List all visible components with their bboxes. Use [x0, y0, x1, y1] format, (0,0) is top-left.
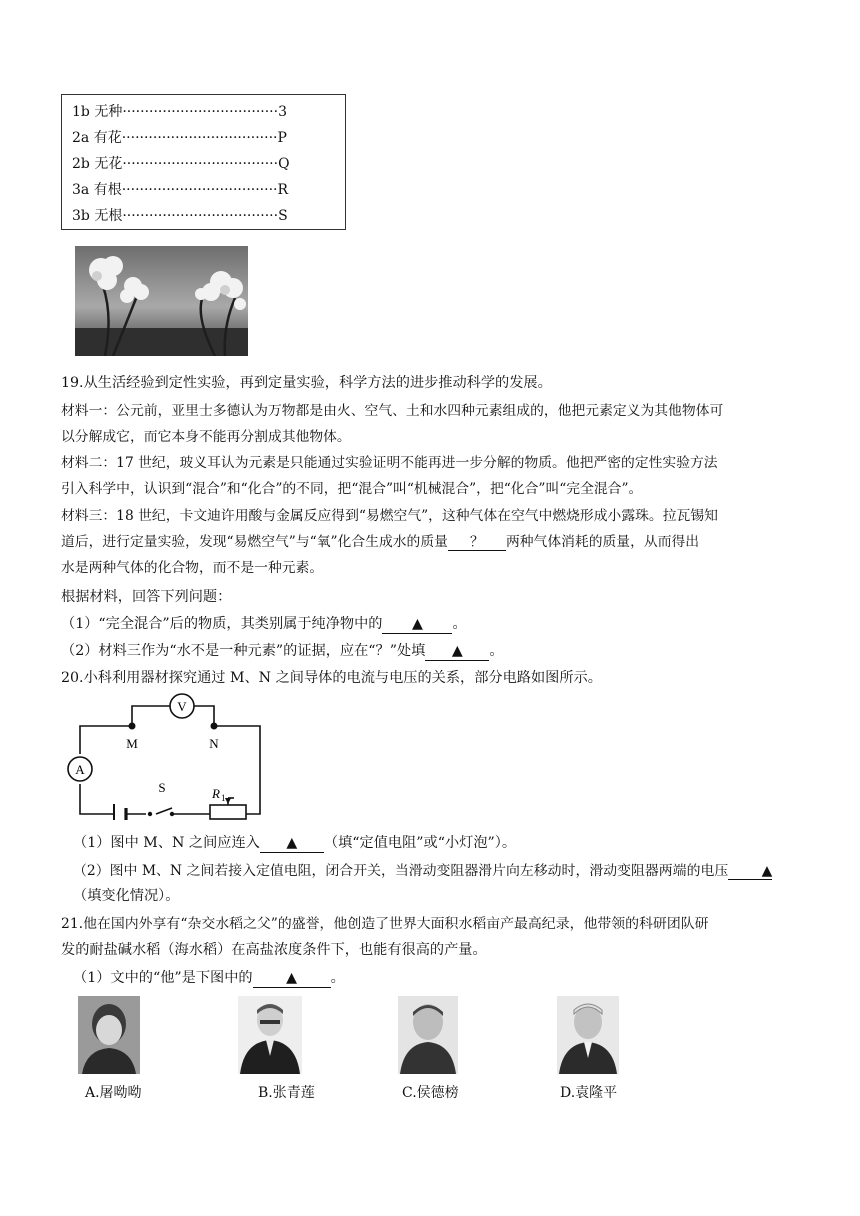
key-row: 2b 无花···································Q — [72, 156, 290, 172]
answer-blank[interactable]: ▲ — [260, 836, 324, 853]
q19-material-3-cont: 道后，进行定量实验，发现“易燃空气”与“氧”化合生成水的质量 ？ 两种气体消耗的质量，从而得出 — [61, 534, 700, 550]
q19-ask: 根据材料，回答下列问题： — [61, 589, 232, 605]
key-row: 1b 无种···································3 — [72, 104, 288, 120]
q19-material-2: 材料二：17 世纪，玻义耳认为元素是只能通过实验证明不能再进一步分解的物质。他把严密的定性实验方法 — [61, 455, 718, 471]
key-row: 3b 无根···································S — [72, 208, 288, 224]
q21-part-1: （1）文中的“他”是下图中的 ▲ 。 — [73, 970, 345, 986]
answer-blank[interactable]: ▲ — [425, 644, 489, 661]
q19-material-3: 材料三：18 世纪，卡文迪许用酸与金属反应得到“易燃空气”，这种气体在空气中燃烧形成小露珠。拉瓦锡知 — [61, 508, 718, 524]
q19-part-2: （2）材料三作为“水不是一种元素”的证据，应在“？”处填 ▲ 。 — [61, 643, 504, 659]
portrait-hou-debang — [398, 996, 458, 1074]
q20-stem: 20.小科利用器材探究通过 M、N 之间导体的电流与电压的关系，部分电路如图所示。 — [61, 670, 602, 686]
q19-stem: 19.从生活经验到定性实验，再到定量实验，科学方法的进步推动科学的发展。 — [61, 375, 552, 391]
terminal-m-label: M — [126, 736, 138, 751]
q19-material-1-cont: 以分解成它，而它本身不能再分割成其他物体。 — [61, 429, 351, 445]
cotton-plant-photo — [75, 246, 248, 356]
q19-material-2-cont: 引入科学中，认识到“混合”和“化合”的不同，把“混合”叫“机械混合”，把“化合”叫“完全混合”。 — [61, 481, 643, 497]
answer-blank[interactable]: ▲ — [253, 971, 331, 988]
q19-part-1: （1）“完全混合”后的物质，其类别属于纯净物中的 ▲ 。 — [61, 616, 467, 632]
option-b[interactable]: B.张青莲 — [258, 1085, 315, 1101]
q19-question-blank: ？ — [448, 535, 506, 551]
ammeter-label: A — [75, 762, 85, 777]
portrait-tu-youyou — [78, 996, 140, 1074]
circuit-diagram — [66, 690, 271, 820]
rheostat-subscript: 1 — [221, 793, 226, 803]
switch-label: S — [158, 780, 166, 795]
portrait-yuan-longping — [557, 996, 619, 1074]
option-a[interactable]: A.屠呦呦 — [85, 1085, 142, 1101]
terminal-n-label: N — [209, 736, 219, 751]
answer-blank[interactable]: ▲ — [382, 617, 452, 634]
option-c[interactable]: C.侯德榜 — [402, 1085, 459, 1101]
q20-part-1: （1）图中 M、N 之间应连入 ▲ （填“定值电阻”或“小灯泡”）。 — [73, 835, 517, 851]
voltmeter-label: V — [177, 699, 187, 714]
rheostat-label: R — [212, 786, 220, 801]
option-d[interactable]: D.袁隆平 — [560, 1085, 618, 1101]
q21-stem: 21.他在国内外享有“杂交水稻之父”的盛誉，他创造了世界大面积水稻亩产最高纪录，他带领的科研团队研 — [61, 916, 709, 932]
key-row: 3a 有根···································R — [72, 182, 289, 198]
portrait-zhang-qinglian — [238, 996, 302, 1074]
classification-key-box — [61, 94, 346, 230]
q19-material-1: 材料一：公元前，亚里士多德认为万物都是由火、空气、土和水四种元素组成的，他把元素定义为其他物体可 — [61, 403, 724, 419]
key-row: 2a 有花···································P — [72, 130, 287, 146]
answer-blank[interactable]: ▲ — [728, 864, 772, 880]
q20-part-2-cont: （填变化情况）。 — [73, 888, 180, 904]
q19-material-3-end: 水是两种气体的化合物，而不是一种元素。 — [61, 560, 324, 576]
q21-stem-cont: 发的耐盐碱水稻（海水稻）在高盐浓度条件下，也能有很高的产量。 — [61, 942, 487, 958]
q20-part-2: （2）图中 M、N 之间若接入定值电阻，闭合开关，当滑动变阻器滑片向左移动时，滑动变阻器两端的电压 ▲ — [73, 863, 773, 879]
